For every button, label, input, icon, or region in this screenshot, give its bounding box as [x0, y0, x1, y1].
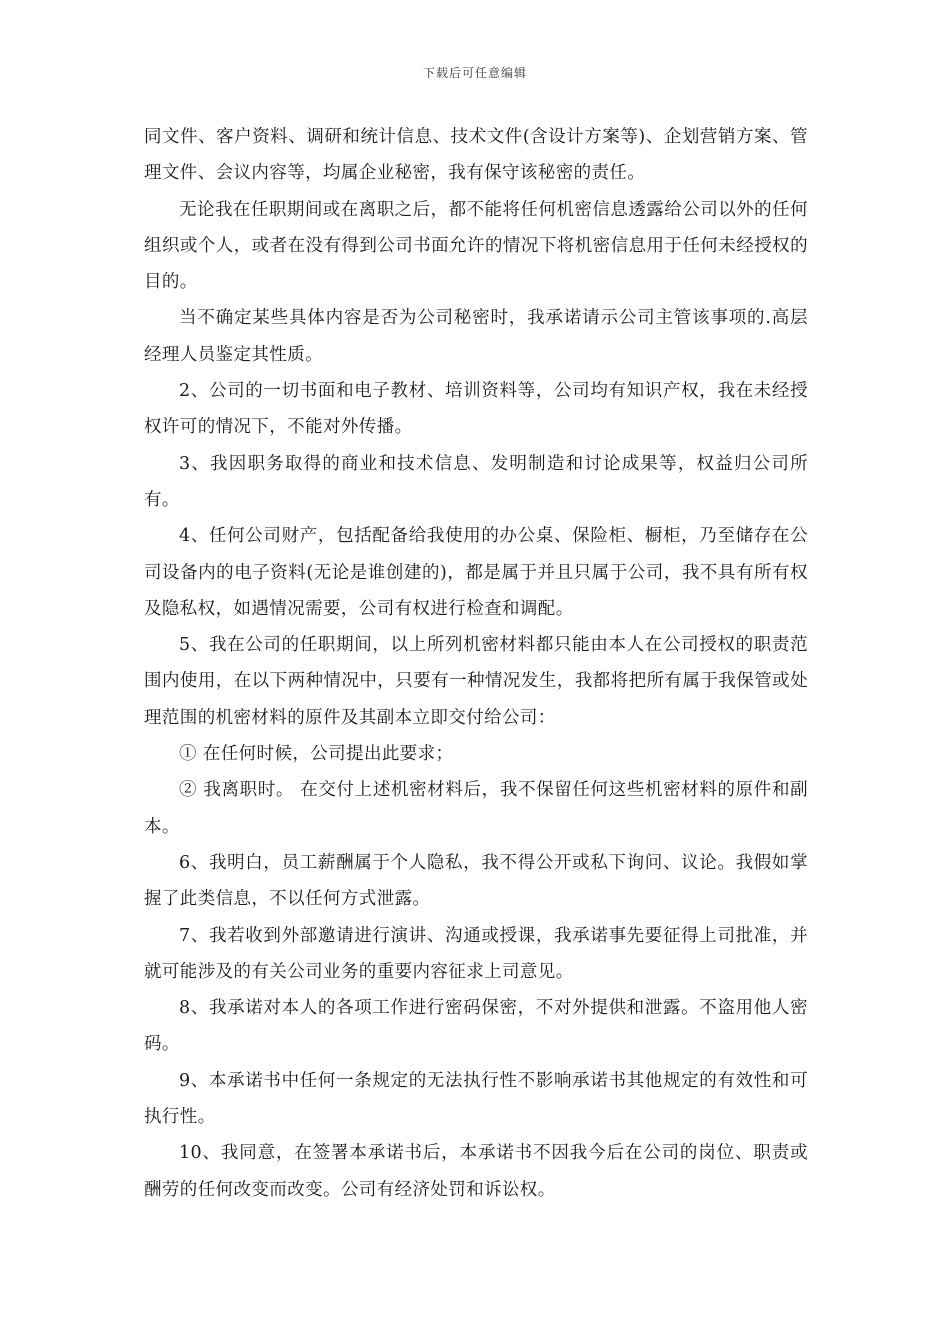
paragraph-sub-item-1: ① 在任何时候，公司提出此要求； — [179, 744, 454, 765]
paragraph-item-10: 10、我同意，在签署本承诺书后，本承诺书不因我今后在公司的岗位、职责或酬劳的任何改变而改变。公司有经济处罚和诉讼权。 — [144, 1143, 808, 1200]
paragraph-item-3: 3、我因职务取得的商业和技术信息、发明制造和讨论成果等，权益归公司所有。 — [144, 453, 808, 510]
paragraph-uncertain-content: 当不确定某些具体内容是否为公司秘密时，我承诺请示公司主管该事项的.高层经理人员鉴定其性质。 — [144, 308, 808, 365]
paragraph-no-disclosure: 无论我在任职期间或在离职之后，都不能将任何机密信息透露给公司以外的任何组织或个人，或者在没有得到公司书面允许的情况下将机密信息用于任何未经授权的目的。 — [144, 199, 808, 293]
paragraph-confidential-scope: 同文件、客户资料、调研和统计信息、技术文件(含设计方案等)、企划营销方案、管理文件、会议内容等，均属企业秘密，我有保守该秘密的责任。 — [144, 127, 808, 184]
paragraph-sub-item-2: ② 我离职时。 在交付上述机密材料后，我不保留任何这些机密材料的原件和副本。 — [144, 780, 808, 837]
paragraph-item-8: 8、我承诺对本人的各项工作进行密码保密，不对外提供和泄露。不盗用他人密码。 — [144, 998, 808, 1055]
paragraph-item-4: 4、任何公司财产，包括配备给我使用的办公桌、保险柜、橱柜，乃至储存在公司设备内的电子资料(无论是谁创建的)，都是属于并且只属于公司，我不具有所有权及隐私权，如遇情况需要，公司有权进行检查和调配。 — [144, 526, 808, 619]
paragraph-item-7: 7、我若收到外部邀请进行演讲、沟通或授课，我承诺事先要征得上司批准，并就可能涉及的有关公司业务的重要内容征求上司意见。 — [144, 925, 808, 982]
document-body — [144, 119, 808, 1208]
paragraph-item-2: 2、公司的一切书面和电子教材、培训资料等，公司均有知识产权，我在未经授权许可的情况下，不能对外传播。 — [144, 381, 808, 438]
paragraph-item-5: 5、我在公司的任职期间，以上所列机密材料都只能由本人在公司授权的职责范围内使用，在以下两种情况中，只要有一种情况发生，我都将把所有属于我保管或处理范围的机密材料的原件及其副本立即交付给公司： — [144, 635, 808, 728]
page-header-note: 下载后可任意编辑 — [422, 66, 527, 80]
paragraph-item-9: 9、本承诺书中任何一条规定的无法执行性不影响承诺书其他规定的有效性和可执行性。 — [144, 1070, 808, 1128]
paragraph-item-6: 6、我明白，员工薪酬属于个人隐私，我不得公开或私下询问、议论。我假如掌握了此类信息，不以任何方式泄露。 — [144, 852, 808, 910]
